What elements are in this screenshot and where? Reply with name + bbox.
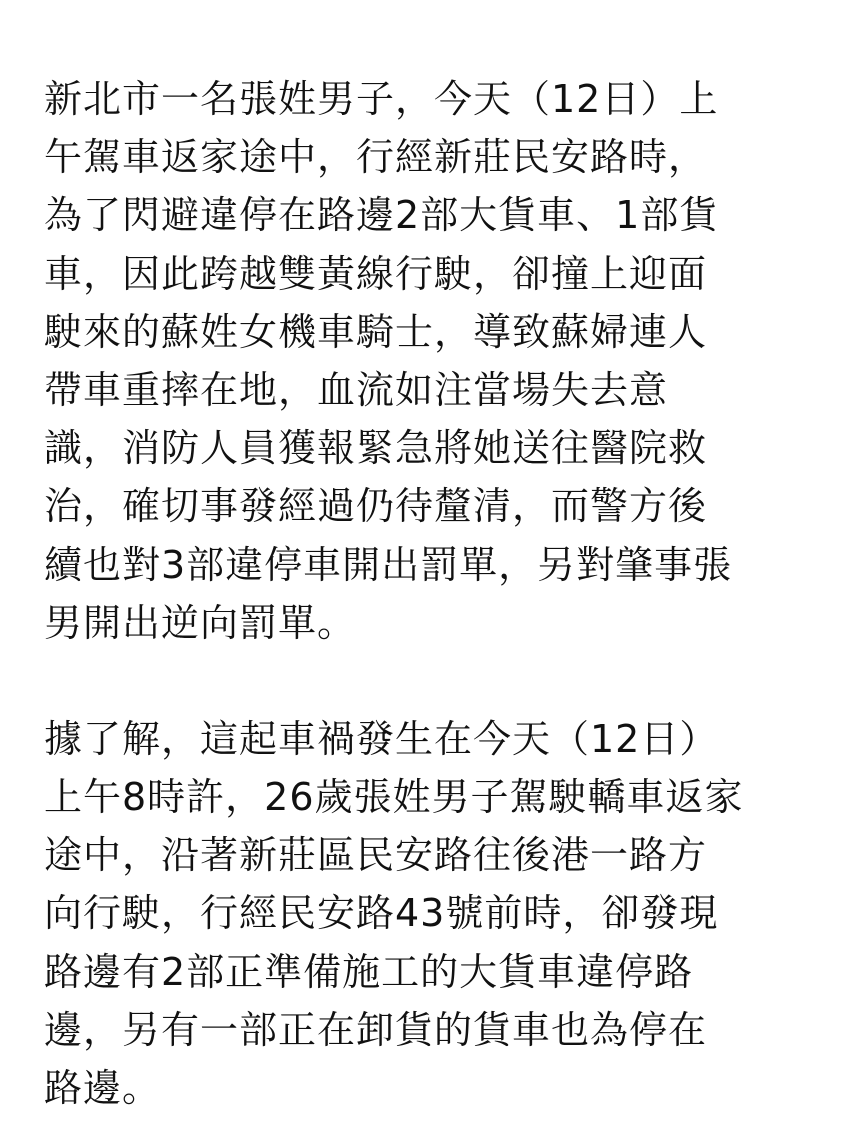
text-line: 車，因此跨越雙黃線行駛，卻撞上迎面 — [44, 251, 708, 296]
text-line: 識，消防人員獲報緊急將她送往醫院救 — [44, 426, 708, 471]
text-line: 帶車重摔在地，血流如注當場失去意 — [44, 367, 669, 412]
text-line: 新北市一名張姓男子，今天（12日）上 — [44, 77, 719, 121]
text-line: 路邊有2部正準備施工的大貨車違停路 — [44, 949, 694, 994]
text-line: 男開出逆向罰單。 — [44, 600, 357, 645]
text-line: 邊，另有一部正在卸貨的貨車也為停在 — [44, 1007, 708, 1052]
text-line: 路邊。 — [44, 1066, 162, 1110]
text-line: 途中，沿著新莊區民安路往後港一路方 — [44, 833, 708, 878]
text-line: 據了解，這起車禍發生在今天（12日） — [44, 716, 719, 761]
paragraph-1 — [44, 70, 844, 652]
text-line: 上午8時許，26歲張姓男子駕駛轎車返家 — [44, 775, 744, 820]
paragraph-2 — [44, 710, 844, 1117]
text-line: 治，確切事發經過仍待釐清，而警方後 — [44, 484, 708, 529]
text-line: 午駕車返家途中，行經新莊民安路時， — [44, 135, 708, 180]
article-body — [44, 70, 844, 1117]
text-line: 續也對3部違停車開出罰單，另對肇事張 — [44, 542, 733, 587]
text-line: 向行駛，行經民安路43號前時，卻發現 — [44, 891, 719, 936]
text-line: 為了閃避違停在路邊2部大貨車、1部貨 — [44, 193, 719, 238]
text-line: 駛來的蘇姓女機車騎士，導致蘇婦連人 — [44, 309, 708, 354]
paragraph-spacer — [44, 652, 844, 710]
